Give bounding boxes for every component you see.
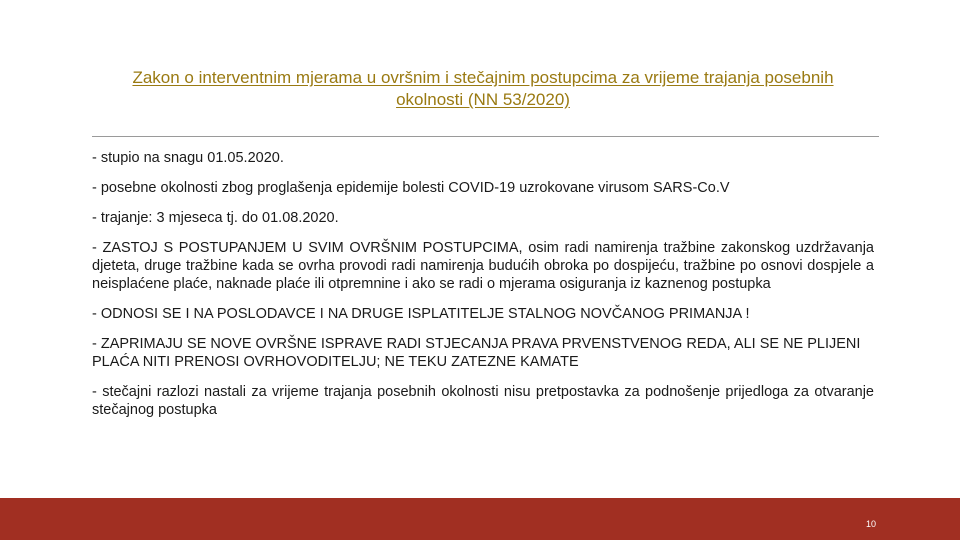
title-divider [92, 136, 879, 137]
page-number: 10 [865, 519, 876, 529]
bullet-bankruptcy-reasons: - stečajni razlozi nastali za vrijeme trajanja posebnih okolnosti nisu pretpostavka za podnošenje prijedloga za otvaranje stečajnog postupka [92, 384, 874, 418]
bullet-new-documents: - ZAPRIMAJU SE NOVE OVRŠNE ISPRAVE RADI STJECANJA PRAVA PRVENSTVENOG REDA, ALI SE NE PLIJENI PLAĆA NITI PRENOSI OVRHOVODITELJU; NE TEKU ZATEZNE KAMATE [92, 336, 861, 370]
slide-title: Zakon o interventnim mjerama u ovršnim i stečajnim postupcima za vrijeme trajanja posebnih okolnosti (NN 53/2020) [132, 68, 834, 109]
bullet-employers: - ODNOSI SE I NA POSLODAVCE I NA DRUGE ISPLATITELJE STALNOG NOVČANOG PRIMANJA ! [92, 306, 750, 322]
slide-body [92, 149, 874, 431]
footer-bar [0, 498, 960, 540]
bullet-duration: - trajanje: 3 mjeseca tj. do 01.08.2020. [92, 210, 339, 226]
bullet-special-circumstances: - posebne okolnosti zbog proglašenja epidemije bolesti COVID-19 uzrokovane virusom SARS-Co.V [92, 180, 730, 196]
bullet-enforcement-halt: - ZASTOJ S POSTUPANJEM U SVIM OVRŠNIM POSTUPCIMA, osim radi namirenja tražbine zakonskog uzdržavanja djeteta, druge tražbine kada se ovrha provodi radi namirenja budućih obroka po dospijeću, tražbine po osnovi dospjele a neisplaćene plaće, naknade plaće ili otpremnine i ako se radi o mjerama osiguranja iz kaznenog postupka [92, 240, 874, 292]
bullet-effective-date: - stupio na snagu 01.05.2020. [92, 150, 284, 166]
